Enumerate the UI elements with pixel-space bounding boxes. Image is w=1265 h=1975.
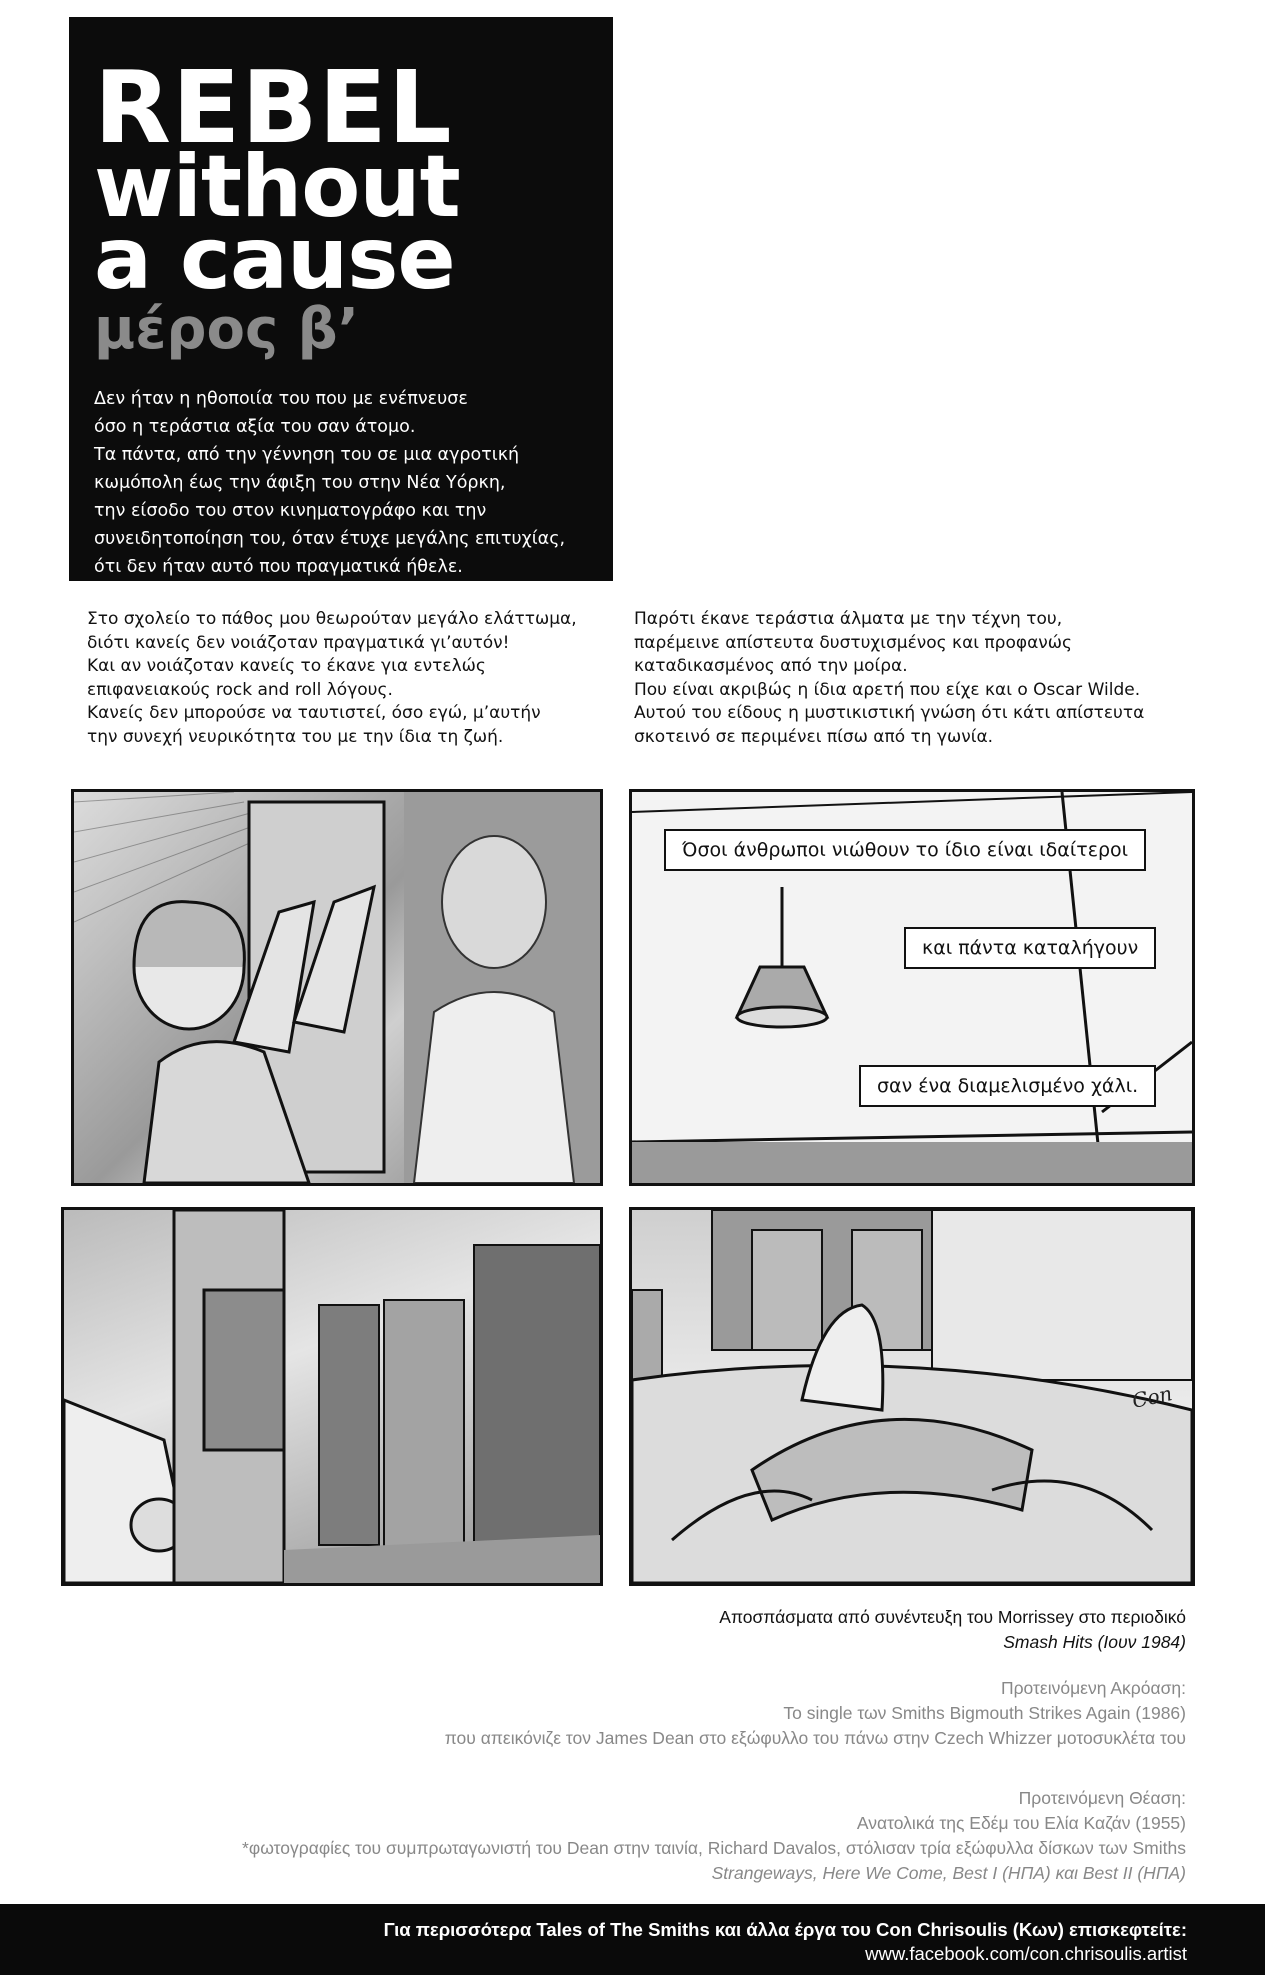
caption-box: Όσοι άνθρωποι νιώθουν το ίδιο είναι ιδαίτεροι: [664, 829, 1146, 871]
column-line: Που είναι ακριβώς η ίδια αρετή που είχε και ο Oscar Wilde.: [634, 679, 1141, 700]
column-line: Παρότι έκανε τεράστια άλματα με την τέχνη του,: [634, 609, 1063, 629]
watching-line: Strangeways, Here We Come, Best I (ΗΠΑ) και Best II (ΗΠΑ): [711, 1863, 1186, 1883]
watching-line: *φωτογραφίες του συμπρωταγωνιστή του Dean στην ταινία, Richard Davalos, στόλισαν τρία εξώφυλλα δίσκων των Smiths: [242, 1838, 1186, 1858]
column-line: καταδικασμένος από την μοίρα.: [634, 656, 908, 676]
subtitle: μέρος β’: [94, 297, 359, 362]
intro-line: την είσοδο του στον κινηματογράφο και την: [94, 501, 487, 521]
intro-line: κωμόπολη έως την άφιξη του στην Νέα Υόρκη,: [94, 473, 506, 493]
column-line: Κανείς δεν μπορούσε να ταυτιστεί, όσο εγώ, μ’αυτήν: [87, 703, 541, 723]
column-line: διότι κανείς δεν νοιάζοταν πραγματικά γι’αυτόν!: [87, 632, 510, 653]
title-a-cause: a cause: [94, 209, 455, 309]
title-without: without: [94, 137, 460, 237]
source-line: Smash Hits (Ιουν 1984): [1003, 1632, 1186, 1652]
column-line: σκοτεινό σε περιμένει πίσω από τη γωνία.: [634, 726, 994, 747]
caption-box: σαν ένα διαμελισμένο χάλι.: [859, 1065, 1156, 1107]
footer-text: Για περισσότερα Tales of The Smiths και άλλα έργα του Con Chrisoulis (Κων) επισκεφτείτε:: [383, 1919, 1187, 1940]
comic-panel-lamp: [629, 789, 1195, 1186]
column-line: Στο σχολείο το πάθος μου θεωρούταν μεγάλο ελάττωμα,: [87, 609, 577, 629]
column-line: παρέμεινε απίστευτα δυστυχισμένος και προφανώς: [634, 632, 1072, 653]
column-line: την συνεχή νευρικότητα του με την ίδια τη ζωή.: [87, 726, 504, 747]
text-column-left: [87, 608, 577, 749]
source-credit: [719, 1605, 1186, 1655]
title-rebel: REBEL: [94, 49, 453, 166]
suggested-watching: [242, 1786, 1186, 1886]
listening-line: που απεικόνιζε τον James Dean στο εξώφυλλο του πάνω στην Czech Whizzer μοτοσυκλέτα του: [444, 1728, 1186, 1748]
intro-line: συνειδητοποίηση του, όταν έτυχε μεγάλης επιτυχίας,: [94, 529, 566, 549]
footer-link[interactable]: www.facebook.com/con.chrisoulis.artist: [865, 1943, 1187, 1964]
title-box: [69, 17, 613, 581]
suggested-listening: [445, 1676, 1186, 1751]
watching-heading: Προτεινόμενη Θέαση:: [1018, 1788, 1186, 1808]
comic-panel-posters: [61, 1207, 603, 1586]
panel-illustration: [64, 1210, 600, 1583]
column-line: Και αν νοιάζοταν κανείς το έκανε για εντελώς: [87, 656, 486, 676]
panel-illustration: [632, 1210, 1192, 1583]
watching-line: Ανατολικά της Εδέμ του Ελία Καζάν (1955): [856, 1813, 1186, 1833]
caption-box: και πάντα καταλήγουν: [904, 927, 1156, 969]
intro-line: Δεν ήταν η ηθοποιία του που με ενέπνευσε: [94, 389, 468, 409]
listening-heading: Προτεινόμενη Ακρόαση:: [1000, 1678, 1186, 1698]
artist-signature: Con: [1129, 1381, 1175, 1413]
footer-bar: [0, 1904, 1265, 1975]
listening-line: Το single των Smiths Bigmouth Strikes Again (1986): [783, 1703, 1186, 1723]
intro-line: ότι δεν ήταν αυτό που πραγματικά ήθελε.: [94, 557, 463, 577]
intro-line: Τα πάντα, από την γέννηση του σε μια αγροτική: [94, 445, 520, 465]
panel-illustration: [74, 792, 600, 1183]
intro-text: [94, 385, 589, 581]
source-line: Αποσπάσματα από συνέντευξη του Morrissey στο περιοδικό: [719, 1607, 1186, 1627]
intro-line: όσο η τεράστια αξία του σαν άτομο.: [94, 417, 416, 437]
comic-panel-bedroom: [629, 1207, 1195, 1586]
column-line: επιφανειακούς rock and roll λόγους.: [87, 679, 393, 700]
comic-panel-poster: [71, 789, 603, 1186]
column-line: Αυτού του είδους η μυστικιστική γνώση ότι κάτι απίστευτα: [634, 703, 1145, 723]
text-column-right: [634, 608, 1144, 749]
